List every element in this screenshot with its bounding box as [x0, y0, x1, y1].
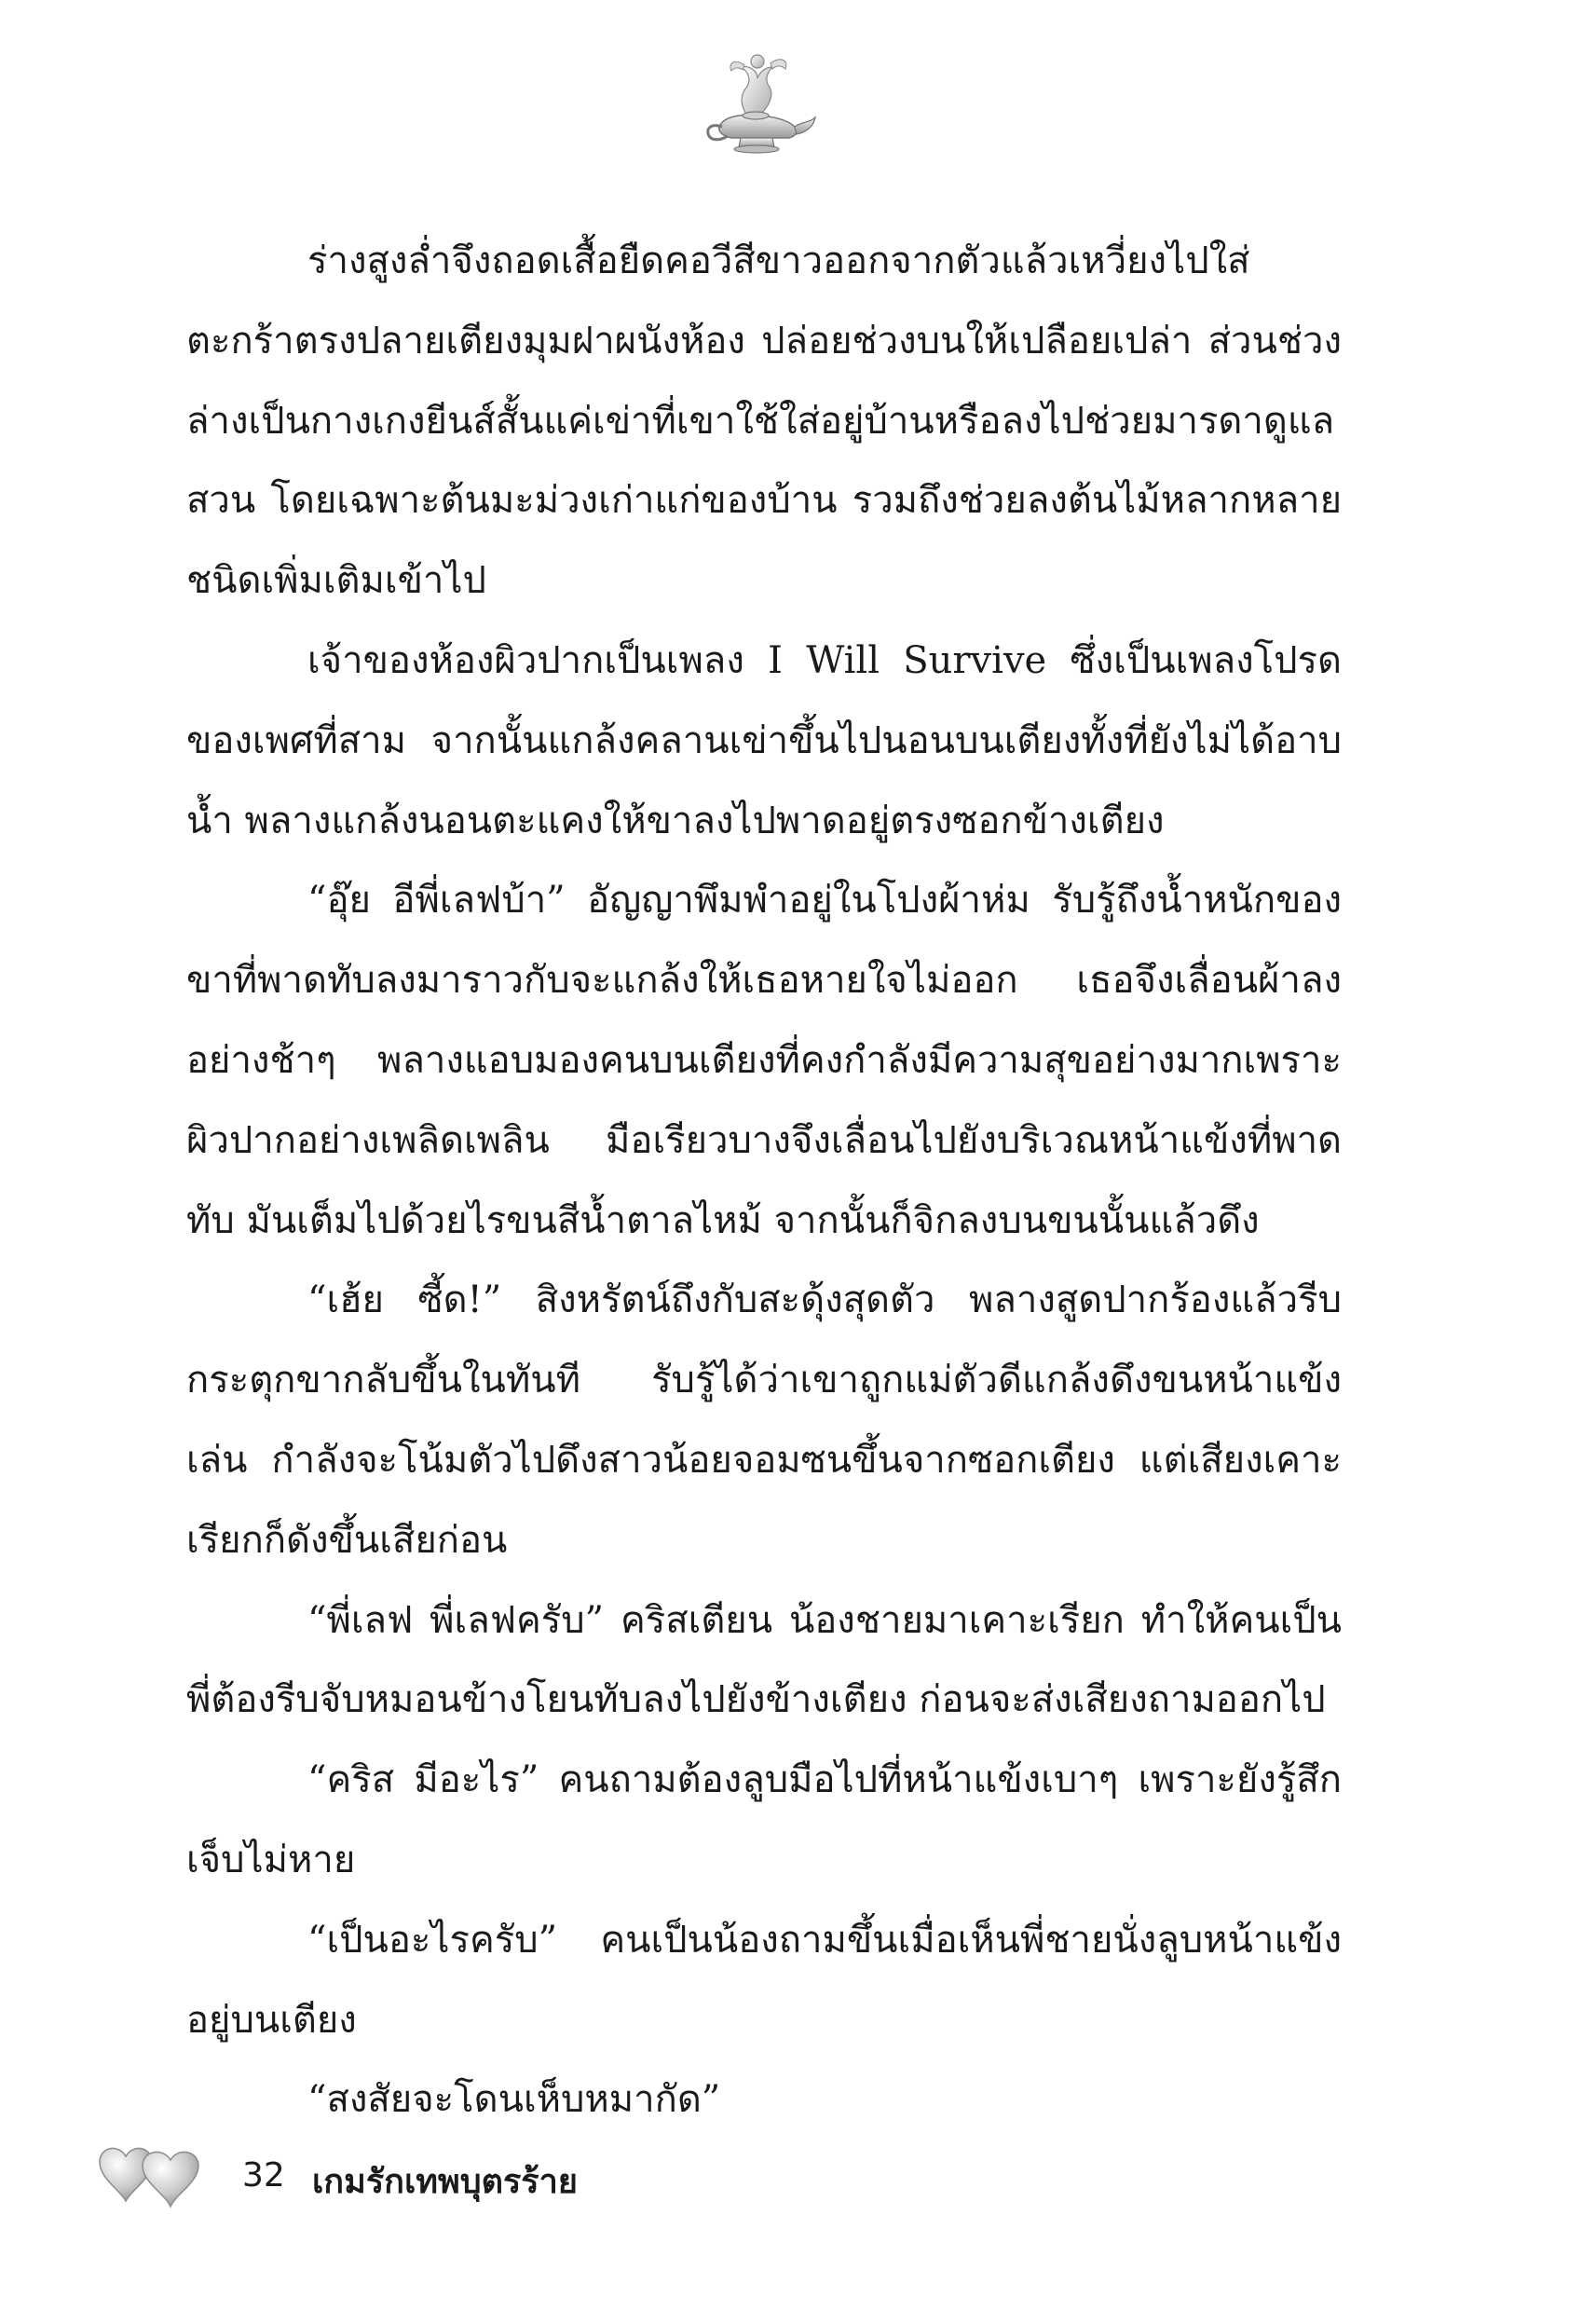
paragraph: “เป็นอะไรครับ” คนเป็นน้องถามขึ้นเมื่อเห็นพี่ชายนั่งลูบหน้าแข้งอยู่บนเตียง [186, 1918, 1342, 2042]
page-number: 32 [242, 2156, 285, 2195]
paragraph: “พี่เลฟ พี่เลฟครับ” คริสเตียน น้องชายมาเคาะเรียก ทำให้คนเป็นพี่ต้องรีบจับหมอนข้างโยนทับลงไปยังข้างเตียง ก่อนจะส่งเสียงถามออกไป [186, 1598, 1342, 1722]
paragraph: “สงสัยจะโดนเห็บหมากัด” [307, 2078, 721, 2122]
paragraph: “เฮ้ย ซี้ด!” สิงหรัตน์ถึงกับสะดุ้งสุดตัว พลางสูดปากร้องแล้วรีบกระตุกขากลับขึ้นในทันที รับรู้ได้ว่าเขาถูกแม่ตัวดีแกล้งดึงขนหน้าแข้งเล่น กำลังจะโน้มตัวไปดึงสาวน้อยจอมซนขึ้นจากซอกเตียง แต่เสียงเคาะเรียกก็ดังขึ้นเสียก่อน [186, 1279, 1342, 1562]
paragraph: “คริส มีอะไร” คนถามต้องลูบมือไปที่หน้าแข้งเบาๆ เพราะยังรู้สึกเจ็บไม่หาย [186, 1758, 1342, 1881]
body-text [186, 222, 1342, 2140]
paragraph: ร่างสูงล่ำจึงถอดเสื้อยืดคอวีสีขาวออกจากตัวแล้วเหวี่ยงไปใส่ตะกร้าตรงปลายเตียงมุมฝาผนังห้อง ปล่อยช่วงบนให้เปลือยเปล่า ส่วนช่วงล่างเป็นกางเกงยีนส์สั้นแค่เข่าที่เขาใช้ใส่อยู่บ้านหรือลงไปช่วยมารดาดูแลสวน โดยเฉพาะต้นมะม่วงเก่าแก่ของบ้าน รวมถึงช่วยลงต้นไม้หลากหลายชนิดเพิ่มเติมเข้าไป [186, 239, 1342, 603]
paragraph: “อุ๊ย อีพี่เลฟบ้า” อัญญาพึมพำอยู่ในโปงผ้าห่ม รับรู้ถึงน้ำหนักของขาที่พาดทับลงมาราวกับจะแกล้งให้เธอหายใจไม่ออก เธอจึงเลื่อนผ้าลงอย่างช้าๆ พลางแอบมองคนบนเตียงที่คงกำลังมีความสุขอย่างมากเพราะผิวปากอย่างเพลิดเพลิน มือเรียวบางจึงเลื่อนไปยังบริเวณหน้าแข้งที่พาดทับ มันเต็มไปด้วยไรขนสีน้ำตาลไหม้ จากนั้นก็จิกลงบนขนนั้นแล้วดึง [186, 879, 1342, 1242]
book-title: เกมรักเทพบุตรร้าย [312, 2163, 578, 2201]
paragraph: เจ้าของห้องผิวปากเป็นเพลง I Will Survive ซึ่งเป็นเพลงโปรดของเพศที่สาม จากนั้นแกล้งคลานเข่าขึ้นไปนอนบนเตียงทั้งที่ยังไม่ได้อาบน้ำ พลางแกล้งนอนตะแคงให้ขาลงไปพาดอยู่ตรงซอกข้างเตียง [186, 638, 1342, 842]
hearts-icon [89, 2134, 219, 2218]
genie-lamp-icon [685, 47, 825, 158]
page-footer [89, 2134, 834, 2218]
